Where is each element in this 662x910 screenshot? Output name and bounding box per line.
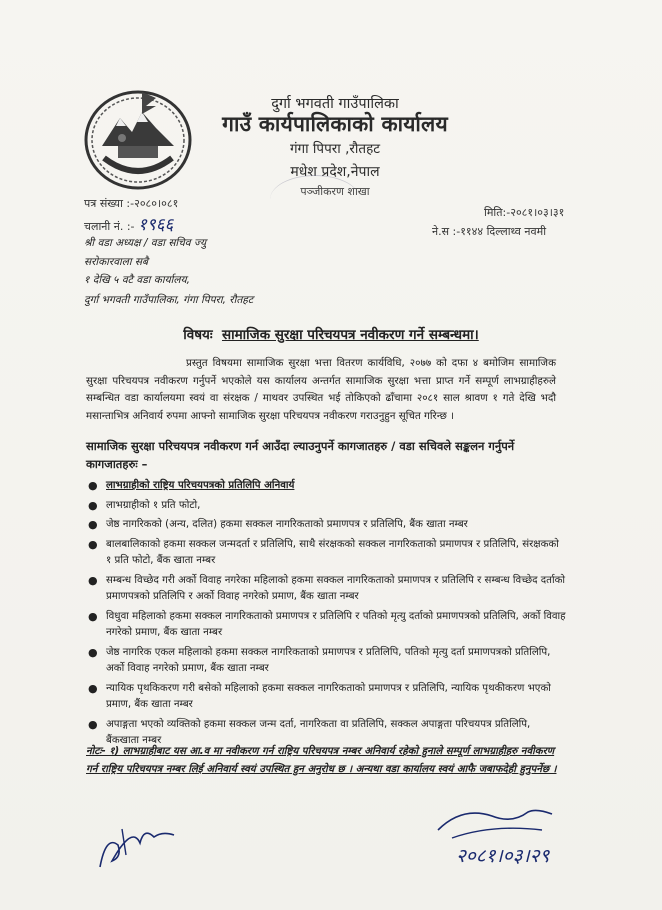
address-line: श्री वडा अध्यक्ष / वडा सचिव ज्यु: [84, 237, 207, 249]
bullet-icon: ●: [88, 681, 98, 695]
documents-list: [86, 478, 566, 750]
bullet-icon: ●: [88, 609, 98, 623]
nepal-emblem-icon: [82, 84, 194, 192]
subject-line: विषयः सामाजिक सुरक्षा परिचयपत्र नवीकरण गर्ने सम्बन्धमा।: [183, 327, 479, 343]
list-item: ● जेष्ठ नागरिक एकल महिलाको हकमा सक्कल नागरिकताको प्रमाणपत्र र प्रतिलिपि, पतिको मृत्यु दर्ता प्रमाणपत्रको प्रतिलिपि, अर्को विवाह नगरेको प्रमाण, बैंक खाता नम्बर: [88, 645, 551, 674]
chalani-number: चलानी नं. :- १९६६: [84, 215, 174, 235]
right-signature-icon: [432, 800, 562, 845]
signature-date: २०८१।०३।२९: [456, 845, 550, 867]
municipality-name: दुर्गा भगवती गाउँपालिका: [271, 96, 399, 112]
address-line: दुर्गा भगवती गाउँपालिका, गंगा पिपरा, रौतहट: [84, 294, 254, 306]
patra-sankhya: पत्र संख्या :-२०८०।०८१: [84, 197, 179, 210]
list-item: ● न्यायिक पृथकिकरण गरी बसेको महिलाको हकमा सक्कल नागरिकताको प्रमाणपत्र र प्रतिलिपि, न्यायिक पृथकीकरण भएको प्रमाण, बैंक खाता नम्बर: [88, 681, 551, 710]
list-item: ● विधुवा महिलाको हकमा सक्कल नागरिकताको प्रमाणपत्र र प्रतिलिपि र पतिको मृत्यु दर्ताको प्रमाणपत्रको प्रतिलिपि, अर्को विवाह नगरेको प्रमाण, बैंक खाता नम्बर: [88, 609, 566, 638]
bullet-icon: ●: [88, 498, 98, 512]
office-title: गाउँ कार्यपालिकाको कार्यालय: [222, 112, 448, 136]
section-name: पञ्जीकरण शाखा: [300, 185, 370, 198]
bullet-icon: ●: [88, 717, 98, 731]
note-text: नोटः- १) लाभग्राहीबाट यस आ.व मा नवीकरण गर्न राष्ट्रिय परिचयपत्र नम्बर अनिवार्य रहेको हुनाले सम्पूर्ण लाभग्राहीहरु नवीकरण गर्न राष्ट्रिय परिचयपत्र नम्बर लिई अनिवार्य स्वयं उपस्थित हुन अनुरोध छ । अन्यथा वडा कार्यालय स्वयं आफै जबाफदेही हुनुपर्नेछ ।: [86, 746, 557, 775]
address-line: १ देखि ५ वटै वडा कार्यालय,: [84, 274, 190, 286]
list-item: ● लाभग्राहीको १ प्रति फोटो,: [86, 498, 566, 515]
left-signature-icon: [92, 815, 182, 875]
body-paragraph: प्रस्तुत विषयमा सामाजिक सुरक्षा भत्ता वितरण कार्यविधि, २०७७ को दफा ४ बमोजिम सामाजिक सुरक्षा परिचयपत्र नवीकरण गर्नुपर्ने भएकोले यस कार्यालय अन्तर्गत सामाजिक सुरक्षा भत्ता प्राप्त गर्ने सम्पूर्ण लाभग्राहीहरुले सम्बन्धित वडा कार्यालयमा स्वयं वा संरक्षक / माथवर उपस्थित भई तोकिएको ढाँचामा २०८१ साल श्रावण १ गते देखि भदौ मसान्ताभित्र अनिवार्य रुपमा आफ्नो सामाजिक सुरक्षा परिचयपत्र नवीकरण गराउनुहुन सूचित गरिन्छ ।: [86, 357, 556, 422]
list-item: ● लाभग्राहीको राष्ट्रिय परिचयपत्रको प्रतिलिपि अनिवार्य: [86, 478, 566, 495]
letter-date: मिति:-२०८१।०३।३१: [484, 206, 565, 219]
bullet-icon: ●: [88, 479, 98, 492]
bullet-icon: ●: [88, 537, 98, 551]
address-line: सरोकारवाला सबै: [84, 256, 149, 268]
list-item: ● जेष्ठ नागरिकको (अन्य, दलित) हकमा सक्कल नागरिकताको प्रमाणपत्र र प्रतिलिपि, बैंक खाता नम्बर: [86, 517, 566, 534]
province-country: मधेश प्रदेश,नेपाल: [290, 164, 380, 180]
bullet-icon: ●: [88, 645, 98, 659]
nepal-sambat-date: ने.स :-११४४ दिल्लाथ्व नवमी: [432, 225, 547, 238]
office-stamp: [270, 175, 360, 224]
documents-heading: सामाजिक सुरक्षा परिचयपत्र नवीकरण गर्न आउँदा ल्याउनुपर्ने कागजातहरु / वडा सचिवले सङ्कलन गर्नुपर्ने कागजातहरुः –: [86, 439, 515, 471]
list-item: ● बालबालिकाको हकमा सक्कल जन्मदर्ता र प्रतिलिपि, साथै संरक्षकको सक्कल नागरिकताको प्रमाणपत्र र प्रतिलिपि, संरक्षकको १ प्रति फोटो, बैंक खाता नम्बर: [88, 537, 559, 566]
bullet-icon: ●: [88, 518, 98, 531]
list-item: ● सम्बन्ध विच्छेद गरी अर्को विवाह नगरेका महिलाको हकमा सक्कल नागरिकताको प्रमाणपत्र र प्रतिलिपि र सम्बन्ध विच्छेद दर्ताको प्रमाणपत्रको प्रतिलिपि र अर्को विवाह नगरेको प्रमाण, बैंक खाता नम्बर: [88, 573, 566, 602]
bullet-icon: ●: [88, 573, 98, 587]
office-location: गंगा पिपरा ,रौतहट: [289, 141, 381, 157]
list-item: ● अपाङ्गता भएको व्यक्तिको हकमा सक्कल जन्म दर्ता, नागरिकता वा प्रतिलिपि, सक्कल अपाङ्गता परिचयपत्र प्रतिलिपि, बैंकखाता नम्बर: [88, 717, 531, 746]
